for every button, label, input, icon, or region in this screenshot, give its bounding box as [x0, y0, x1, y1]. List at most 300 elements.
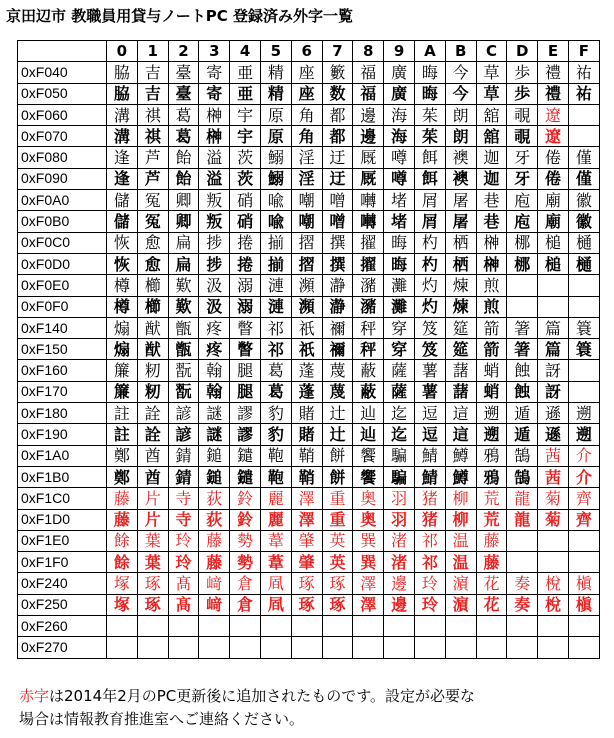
glyph-cell: 揃	[260, 253, 291, 274]
glyph-cell	[414, 637, 445, 658]
glyph-cell	[538, 275, 569, 296]
glyph-cell: 餅	[322, 445, 353, 466]
glyph-cell: 龍	[507, 488, 538, 509]
glyph-cell: 祇	[291, 339, 322, 360]
glyph-cell: 槌	[538, 253, 569, 274]
glyph-cell: 迂	[322, 147, 353, 168]
glyph-cell: 寄	[199, 62, 230, 83]
glyph-cell	[384, 637, 415, 658]
glyph-cell: 瀞	[322, 296, 353, 317]
glyph-cell: 邊	[384, 573, 415, 594]
glyph-cell: 屑	[414, 190, 445, 211]
glyph-cell: 冤	[137, 190, 168, 211]
glyph-cell: 藤	[199, 530, 230, 551]
glyph-cell: 註	[107, 424, 138, 445]
glyph-cell	[445, 637, 476, 658]
glyph-cell: 卿	[168, 190, 199, 211]
glyph-cell: 臺	[168, 83, 199, 104]
column-header: 7	[322, 41, 353, 62]
glyph-cell: 祁	[414, 530, 445, 551]
glyph-cell: 晦	[384, 232, 415, 253]
column-header: 2	[168, 41, 199, 62]
glyph-cell	[476, 637, 507, 658]
glyph-cell: 奏	[507, 573, 538, 594]
glyph-cell: 訝	[538, 381, 569, 402]
glyph-cell: 片	[137, 488, 168, 509]
glyph-cell: 原	[260, 104, 291, 125]
glyph-cell: 澤	[291, 509, 322, 530]
row-code: 0xF180	[18, 403, 107, 424]
glyph-cell: 翫	[168, 360, 199, 381]
glyph-cell: 蓬	[291, 360, 322, 381]
glyph-cell	[107, 616, 138, 637]
glyph-cell: 玲	[414, 594, 445, 615]
glyph-cell: 笈	[414, 317, 445, 338]
glyph-cell: 徽	[568, 211, 599, 232]
table-row	[18, 339, 600, 360]
glyph-cell: 箭	[476, 317, 507, 338]
glyph-cell	[199, 616, 230, 637]
glyph-cell: 謎	[199, 424, 230, 445]
glyph-cell: 茨	[230, 147, 261, 168]
glyph-cell: 迦	[476, 168, 507, 189]
glyph-cell: 諺	[168, 424, 199, 445]
glyph-cell: 蔑	[322, 360, 353, 381]
glyph-cell: 儲	[107, 211, 138, 232]
row-code: 0xF140	[18, 317, 107, 338]
glyph-cell: 硝	[230, 211, 261, 232]
glyph-cell: 杓	[414, 253, 445, 274]
glyph-cell: 寺	[168, 509, 199, 530]
glyph-cell: 葛	[168, 126, 199, 147]
glyph-cell: 祐	[568, 62, 599, 83]
glyph-cell: 薯	[414, 360, 445, 381]
glyph-cell: 餘	[107, 552, 138, 573]
glyph-cell: 朗	[445, 104, 476, 125]
glyph-cell: 倉	[230, 573, 261, 594]
glyph-cell: 琢	[322, 573, 353, 594]
glyph-cell: 鵠	[507, 445, 538, 466]
glyph-cell: 遜	[538, 403, 569, 424]
glyph-cell: 遡	[568, 403, 599, 424]
glyph-cell: 都	[322, 104, 353, 125]
glyph-cell: 禰	[322, 339, 353, 360]
glyph-cell: 茨	[230, 168, 261, 189]
glyph-cell: 這	[445, 403, 476, 424]
glyph-cell: 箭	[476, 339, 507, 360]
glyph-cell: 鎚	[199, 445, 230, 466]
glyph-cell	[507, 552, 538, 573]
glyph-cell: 角	[291, 126, 322, 147]
glyph-cell: 笈	[414, 339, 445, 360]
glyph-cell: 鞄	[260, 445, 291, 466]
glyph-cell: 扁	[168, 232, 199, 253]
glyph-cell: 琢	[137, 573, 168, 594]
glyph-cell: 櫛	[137, 296, 168, 317]
row-code: 0xF0D0	[18, 253, 107, 274]
glyph-cell: 猷	[137, 339, 168, 360]
glyph-cell	[230, 616, 261, 637]
glyph-cell: 歎	[168, 275, 199, 296]
row-code: 0xF1F0	[18, 552, 107, 573]
row-code: 0xF0C0	[18, 232, 107, 253]
table-row	[18, 552, 600, 573]
glyph-cell: 僅	[568, 168, 599, 189]
table-row	[18, 275, 600, 296]
table-row	[18, 488, 600, 509]
row-code: 0xF0F0	[18, 296, 107, 317]
glyph-cell: 堵	[384, 211, 415, 232]
table-row	[18, 104, 600, 125]
glyph-cell: 杓	[414, 232, 445, 253]
glyph-cell: 鑓	[230, 445, 261, 466]
glyph-cell: 飴	[168, 168, 199, 189]
glyph-cell: 蝕	[507, 360, 538, 381]
glyph-cell: 嘲	[291, 190, 322, 211]
glyph-cell: 摺	[291, 232, 322, 253]
column-header: 1	[137, 41, 168, 62]
glyph-cell: 榊	[199, 126, 230, 147]
glyph-cell: 梛	[507, 253, 538, 274]
table-row	[18, 83, 600, 104]
table-row	[18, 445, 600, 466]
glyph-cell: 穿	[384, 317, 415, 338]
glyph-cell: 硝	[230, 190, 261, 211]
glyph-cell: 舘	[476, 104, 507, 125]
glyph-cell	[199, 637, 230, 658]
glyph-cell: 腿	[230, 381, 261, 402]
glyph-cell: 温	[445, 530, 476, 551]
footnote-line1: は2014年2月のPC更新後に追加されたものです。設定が必要な	[49, 687, 476, 705]
glyph-cell: 騙	[384, 466, 415, 487]
glyph-cell: 蓬	[291, 381, 322, 402]
glyph-cell: 鱒	[445, 445, 476, 466]
glyph-cell: 謬	[230, 403, 261, 424]
glyph-cell: 辿	[353, 403, 384, 424]
glyph-cell: 覗	[507, 126, 538, 147]
column-header: 5	[260, 41, 291, 62]
glyph-cell: 茱	[414, 104, 445, 125]
glyph-cell: 擢	[353, 232, 384, 253]
table-row	[18, 573, 600, 594]
glyph-cell: 槇	[568, 573, 599, 594]
glyph-cell: 重	[322, 509, 353, 530]
glyph-cell: 喩	[260, 211, 291, 232]
table-row	[18, 530, 600, 551]
glyph-cell: 逗	[414, 403, 445, 424]
glyph-cell: 亜	[230, 62, 261, 83]
glyph-cell: 翰	[199, 360, 230, 381]
row-code: 0xF260	[18, 616, 107, 637]
glyph-cell	[568, 104, 599, 125]
glyph-cell: 﨑	[199, 573, 230, 594]
glyph-cell: 髙	[168, 594, 199, 615]
glyph-cell	[568, 381, 599, 402]
glyph-cell: 数	[322, 83, 353, 104]
glyph-cell: 芦	[137, 168, 168, 189]
glyph-cell: 庖	[507, 211, 538, 232]
glyph-cell	[538, 530, 569, 551]
table-row	[18, 296, 600, 317]
row-code: 0xF1A0	[18, 445, 107, 466]
glyph-cell: 灘	[384, 296, 415, 317]
column-header: D	[507, 41, 538, 62]
glyph-cell: 訝	[538, 360, 569, 381]
glyph-cell: 舘	[476, 126, 507, 147]
glyph-cell: 酋	[137, 466, 168, 487]
table-row	[18, 147, 600, 168]
glyph-cell	[507, 275, 538, 296]
footnote-line2: 場合は情報教育推進室へご連絡ください。	[19, 710, 305, 728]
glyph-cell: 澤	[353, 573, 384, 594]
glyph-cell: 諺	[168, 403, 199, 424]
glyph-cell: 鈴	[230, 488, 261, 509]
glyph-cell: 櫛	[137, 275, 168, 296]
glyph-cell: 歩	[507, 83, 538, 104]
table-row	[18, 360, 600, 381]
glyph-cell: 梲	[538, 594, 569, 615]
glyph-cell: 鴉	[476, 466, 507, 487]
glyph-cell: 溺	[230, 296, 261, 317]
column-header: 4	[230, 41, 261, 62]
glyph-cell: 祺	[137, 104, 168, 125]
glyph-cell: 騙	[384, 445, 415, 466]
glyph-cell: 渚	[384, 530, 415, 551]
glyph-cell: 葉	[137, 552, 168, 573]
glyph-cell: 廣	[384, 62, 415, 83]
glyph-cell: 槌	[538, 232, 569, 253]
row-code: 0xF170	[18, 381, 107, 402]
glyph-cell: 柳	[445, 509, 476, 530]
glyph-cell: 海	[384, 104, 415, 125]
glyph-cell	[384, 616, 415, 637]
glyph-cell: 亜	[230, 83, 261, 104]
glyph-cell: 鄭	[107, 445, 138, 466]
glyph-cell: 溺	[230, 275, 261, 296]
glyph-cell: 屑	[414, 211, 445, 232]
glyph-cell	[260, 616, 291, 637]
glyph-cell: 遡	[568, 424, 599, 445]
glyph-cell: 甑	[168, 339, 199, 360]
glyph-cell: 摺	[291, 253, 322, 274]
glyph-cell: 藤	[199, 552, 230, 573]
glyph-cell	[414, 616, 445, 637]
glyph-cell: 秤	[353, 339, 384, 360]
glyph-cell: 疼	[199, 339, 230, 360]
table-row	[18, 466, 600, 487]
glyph-cell: 撰	[322, 232, 353, 253]
glyph-cell: 都	[322, 126, 353, 147]
glyph-cell: 辻	[322, 403, 353, 424]
glyph-cell: 鞘	[291, 466, 322, 487]
glyph-cell: 精	[260, 62, 291, 83]
glyph-cell: 勢	[230, 552, 261, 573]
glyph-cell: 愈	[137, 253, 168, 274]
glyph-cell: 葛	[260, 381, 291, 402]
glyph-cell: 福	[353, 83, 384, 104]
glyph-cell: 瀕	[291, 275, 322, 296]
glyph-cell: 汲	[199, 296, 230, 317]
glyph-cell	[168, 616, 199, 637]
glyph-cell: 渚	[384, 552, 415, 573]
glyph-cell: 荒	[476, 488, 507, 509]
glyph-cell: 謎	[199, 403, 230, 424]
glyph-cell: 﨑	[199, 594, 230, 615]
page-title: 京田辺市 教職員用貸与ノートPC 登録済み外字一覧	[6, 7, 353, 25]
glyph-cell: 歎	[168, 296, 199, 317]
column-header: B	[445, 41, 476, 62]
glyph-cell: 捲	[230, 253, 261, 274]
glyph-cell: 籔	[322, 62, 353, 83]
glyph-cell: 錆	[168, 445, 199, 466]
glyph-cell: 逢	[107, 147, 138, 168]
glyph-cell: 濵	[445, 594, 476, 615]
glyph-cell: 奥	[353, 509, 384, 530]
glyph-cell: 辿	[353, 424, 384, 445]
glyph-cell: 餘	[107, 530, 138, 551]
glyph-cell: 琢	[291, 573, 322, 594]
glyph-cell: 凮	[260, 594, 291, 615]
glyph-cell: 逗	[414, 424, 445, 445]
glyph-cell: 蔑	[322, 381, 353, 402]
glyph-cell: 荒	[476, 509, 507, 530]
glyph-cell: 溝	[107, 126, 138, 147]
glyph-cell: 今	[445, 62, 476, 83]
glyph-cell: 介	[568, 466, 599, 487]
glyph-cell: 葦	[260, 552, 291, 573]
glyph-cell: 灼	[414, 275, 445, 296]
glyph-cell	[568, 360, 599, 381]
glyph-cell: 嘲	[291, 211, 322, 232]
glyph-cell: 凮	[260, 573, 291, 594]
glyph-cell: 蝕	[507, 381, 538, 402]
row-code: 0xF0E0	[18, 275, 107, 296]
glyph-cell: 角	[291, 104, 322, 125]
glyph-cell: 鑓	[230, 466, 261, 487]
glyph-cell: 座	[291, 83, 322, 104]
row-code: 0xF070	[18, 126, 107, 147]
glyph-cell: 厩	[353, 147, 384, 168]
glyph-cell: 謬	[230, 424, 261, 445]
glyph-cell: 梲	[538, 573, 569, 594]
glyph-cell	[568, 296, 599, 317]
glyph-cell: 葛	[260, 360, 291, 381]
glyph-cell	[137, 616, 168, 637]
glyph-cell: 髙	[168, 573, 199, 594]
glyph-cell: 祁	[260, 339, 291, 360]
table-row	[18, 403, 600, 424]
column-header: 9	[384, 41, 415, 62]
column-header: 6	[291, 41, 322, 62]
glyph-cell: 淫	[291, 168, 322, 189]
glyph-cell: 賭	[291, 424, 322, 445]
glyph-cell: 襖	[445, 168, 476, 189]
glyph-cell: 鯖	[414, 466, 445, 487]
glyph-cell: 疼	[199, 317, 230, 338]
glyph-cell: 灘	[384, 275, 415, 296]
glyph-cell: 巷	[476, 190, 507, 211]
table-row	[18, 126, 600, 147]
glyph-cell	[353, 616, 384, 637]
glyph-cell: 喩	[260, 190, 291, 211]
glyph-cell: 祺	[137, 126, 168, 147]
glyph-cell: 藤	[476, 530, 507, 551]
glyph-cell	[538, 637, 569, 658]
glyph-cell: 倦	[538, 168, 569, 189]
row-code: 0xF040	[18, 62, 107, 83]
glyph-cell: 遁	[507, 424, 538, 445]
column-header: 3	[199, 41, 230, 62]
glyph-cell: 煉	[445, 296, 476, 317]
glyph-cell: 英	[322, 530, 353, 551]
glyph-cell: 藷	[445, 360, 476, 381]
glyph-cell: 捗	[199, 232, 230, 253]
glyph-cell: 瀞	[322, 275, 353, 296]
glyph-cell	[568, 530, 599, 551]
glyph-cell: 茜	[538, 466, 569, 487]
glyph-cell: 簾	[107, 381, 138, 402]
glyph-cell: 箸	[507, 339, 538, 360]
glyph-cell: 秤	[353, 317, 384, 338]
glyph-cell: 今	[445, 83, 476, 104]
row-code: 0xF1B0	[18, 466, 107, 487]
glyph-cell: 灼	[414, 296, 445, 317]
glyph-cell: 遡	[476, 424, 507, 445]
table-row	[18, 594, 600, 615]
glyph-cell: 邊	[353, 126, 384, 147]
glyph-cell	[291, 637, 322, 658]
glyph-cell: 巽	[353, 552, 384, 573]
glyph-cell: 羽	[384, 488, 415, 509]
corner-cell	[18, 41, 107, 62]
glyph-cell: 吉	[137, 83, 168, 104]
glyph-cell: 註	[107, 403, 138, 424]
glyph-cell: 廣	[384, 83, 415, 104]
glyph-cell: 栖	[445, 253, 476, 274]
glyph-cell: 蔽	[353, 381, 384, 402]
glyph-cell: 恢	[107, 253, 138, 274]
row-code: 0xF1C0	[18, 488, 107, 509]
glyph-cell: 禰	[322, 317, 353, 338]
glyph-cell: 藤	[107, 509, 138, 530]
footnote-red-label: 赤字	[19, 687, 50, 705]
glyph-cell: 重	[322, 488, 353, 509]
glyph-cell: 龍	[507, 509, 538, 530]
glyph-cell: 塚	[107, 573, 138, 594]
glyph-cell: 噌	[322, 190, 353, 211]
glyph-cell: 迄	[384, 424, 415, 445]
table-row	[18, 190, 600, 211]
glyph-cell: 賭	[291, 403, 322, 424]
glyph-cell: 座	[291, 62, 322, 83]
row-code: 0xF090	[18, 168, 107, 189]
glyph-cell	[538, 296, 569, 317]
table-row	[18, 211, 600, 232]
row-code: 0xF240	[18, 573, 107, 594]
glyph-cell: 叛	[199, 211, 230, 232]
glyph-cell: 煎	[476, 296, 507, 317]
glyph-cell: 倉	[230, 594, 261, 615]
glyph-cell	[168, 637, 199, 658]
glyph-cell: 鯖	[414, 445, 445, 466]
glyph-cell: 荻	[199, 488, 230, 509]
glyph-cell: 柳	[445, 488, 476, 509]
glyph-cell: 梛	[507, 232, 538, 253]
glyph-cell: 遜	[538, 424, 569, 445]
glyph-cell: 蛸	[476, 360, 507, 381]
glyph-cell: 漣	[260, 275, 291, 296]
glyph-cell: 葉	[137, 530, 168, 551]
